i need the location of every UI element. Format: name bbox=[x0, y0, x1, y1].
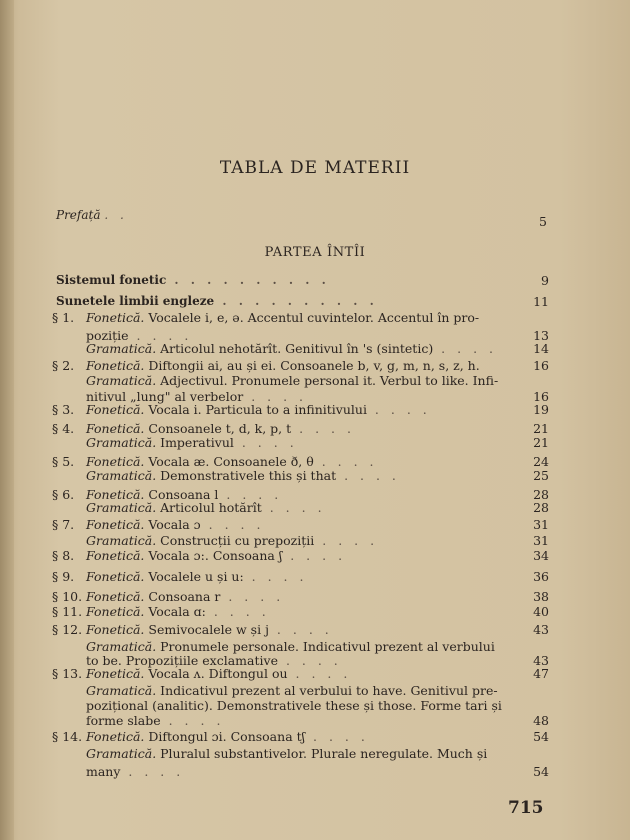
toc-line-page: 48 bbox=[533, 713, 549, 728]
leader-dots: . . . . . . . . . . bbox=[214, 294, 378, 308]
toc-line bbox=[86, 729, 369, 744]
toc-line bbox=[86, 713, 224, 728]
toc-line bbox=[86, 666, 351, 681]
toc-line bbox=[86, 569, 307, 584]
toc-line bbox=[86, 589, 284, 604]
section-kind: Fonetică. bbox=[86, 666, 149, 681]
toc-line-text: Articolul hotărît bbox=[160, 500, 262, 515]
toc-line-page: 40 bbox=[533, 604, 549, 619]
toc-line-page: 31 bbox=[533, 517, 549, 532]
toc-line-page: 25 bbox=[533, 468, 549, 483]
leader-dots: . . . . bbox=[305, 729, 369, 744]
toc-entry bbox=[56, 273, 330, 287]
toc-line-text: Adjectivul. Pronumele personal it. Verbul to like. Infi- bbox=[160, 373, 499, 388]
preface-label: Prefață bbox=[56, 208, 101, 222]
toc-line-page: 38 bbox=[533, 589, 549, 604]
toc-line bbox=[86, 764, 184, 779]
section-kind: Fonetică. bbox=[86, 454, 149, 469]
toc-line-page: 21 bbox=[533, 435, 549, 450]
leader-dots: . . . . bbox=[287, 666, 352, 681]
toc-line-page: 54 bbox=[533, 729, 549, 744]
section-kind: Fonetică. bbox=[86, 487, 149, 502]
section-number: § 1. bbox=[52, 310, 75, 325]
toc-line bbox=[86, 373, 498, 388]
toc-line-text: Vocala ɑ: bbox=[148, 604, 206, 619]
toc-line-page: 21 bbox=[533, 421, 549, 436]
section-number: § 3. bbox=[52, 402, 75, 417]
toc-line-page: 31 bbox=[533, 533, 549, 548]
toc-line-text: Vocala ʌ. Diftongul ou bbox=[148, 666, 288, 681]
section-kind: Fonetică. bbox=[86, 622, 149, 637]
section-number: § 14. bbox=[52, 729, 83, 744]
toc-line-text: Semivocalele w și j bbox=[148, 622, 269, 637]
toc-line bbox=[86, 698, 502, 713]
toc-line-page: 43 bbox=[533, 653, 549, 668]
section-kind: Gramatică. bbox=[86, 468, 161, 483]
toc-line-text: Vocala i. Particula to a infinitivului bbox=[148, 402, 367, 417]
leader-dots: . . . . bbox=[268, 622, 333, 637]
toc-line bbox=[86, 604, 270, 619]
leader-dots: . . . . bbox=[314, 533, 379, 548]
toc-line bbox=[86, 622, 333, 637]
toc-line bbox=[86, 746, 487, 761]
section-number: § 11. bbox=[52, 604, 83, 619]
toc-line-page: 16 bbox=[533, 358, 549, 373]
section-number: § 2. bbox=[52, 358, 75, 373]
leader-dots: . . bbox=[104, 208, 128, 222]
toc-line-text: Vocala æ. Consoanele ð, θ bbox=[148, 454, 314, 469]
section-kind: Gramatică. bbox=[86, 746, 161, 761]
section-kind: Fonetică. bbox=[86, 729, 149, 744]
section-number: § 12. bbox=[52, 622, 83, 637]
toc-line-text: Demonstrativele this și that bbox=[160, 468, 337, 483]
toc-line-text: nitivul „lung" al verbelor bbox=[86, 389, 244, 404]
leader-dots: . . . . bbox=[336, 468, 400, 483]
section-kind: Gramatică. bbox=[86, 683, 161, 698]
part-heading: PARTEA ÎNTÎI bbox=[264, 245, 366, 260]
section-kind: Fonetică. bbox=[86, 548, 149, 563]
leader-dots: . . . . bbox=[128, 328, 193, 343]
section-kind: Gramatică. bbox=[86, 435, 161, 450]
toc-line-text: Vocalele i, e, ə. Accentul cuvintelor. Accentul în pro- bbox=[148, 310, 480, 325]
leader-dots: . . . . bbox=[291, 421, 355, 436]
toc-line-page: 36 bbox=[533, 569, 549, 584]
toc-line-text: forme slabe bbox=[86, 713, 161, 728]
toc-line-page: 19 bbox=[533, 402, 549, 417]
section-kind: Gramatică. bbox=[86, 639, 161, 654]
section-number: § 9. bbox=[52, 569, 75, 584]
leader-dots: . . . . bbox=[243, 569, 308, 584]
section-number: § 7. bbox=[52, 517, 75, 532]
toc-line bbox=[86, 639, 495, 654]
leader-dots: . . . . bbox=[220, 589, 285, 604]
section-number: § 10. bbox=[52, 589, 83, 604]
section-kind: Fonetică. bbox=[86, 358, 149, 373]
toc-line-text: Construcții cu prepoziții bbox=[160, 533, 315, 548]
toc-line bbox=[86, 517, 264, 532]
page-number: 715 bbox=[508, 798, 544, 818]
section-kind: Gramatică. bbox=[86, 533, 161, 548]
toc-entry bbox=[56, 294, 378, 308]
leader-dots: . . . . bbox=[261, 500, 326, 515]
toc-line-page: 43 bbox=[533, 622, 549, 637]
leader-dots: . . . . bbox=[218, 487, 283, 502]
toc-entry-label: Sistemul fonetic bbox=[56, 273, 167, 287]
toc-line-text: many bbox=[86, 764, 121, 779]
leader-dots: . . . . . . . . . . bbox=[166, 273, 330, 287]
leader-dots: . . . . bbox=[243, 389, 308, 404]
section-kind: Fonetică. bbox=[86, 421, 149, 436]
leader-dots: . . . . bbox=[200, 517, 265, 532]
toc-line bbox=[86, 468, 400, 483]
leader-dots: . . . . bbox=[366, 402, 431, 417]
toc-line-text: pozițional (analitic). Demonstrativele these și those. Forme tari și bbox=[86, 698, 502, 713]
section-kind: Fonetică. bbox=[86, 310, 149, 325]
toc-line-text: Consoana l bbox=[148, 487, 219, 502]
toc-line-text: poziție bbox=[86, 328, 129, 343]
section-kind: Fonetică. bbox=[86, 589, 149, 604]
section-kind: Gramatică. bbox=[86, 341, 161, 356]
toc-line-page: 16 bbox=[533, 389, 549, 404]
toc-line bbox=[86, 358, 480, 373]
toc-line bbox=[86, 683, 498, 698]
toc-entry-page: 11 bbox=[533, 294, 549, 309]
leader-dots: . . . . bbox=[277, 653, 342, 668]
toc-line-text: Pluralul substantivelor. Plurale neregulate. Much și bbox=[160, 746, 488, 761]
toc-line-text: Vocalele u și u: bbox=[148, 569, 244, 584]
toc-line bbox=[86, 533, 378, 548]
preface-page: 5 bbox=[539, 214, 547, 229]
toc-line-text: Consoana r bbox=[148, 589, 221, 604]
section-kind: Fonetică. bbox=[86, 517, 149, 532]
toc-line-text: Pronumele personale. Indicativul prezent al verbului bbox=[160, 639, 495, 654]
toc-entry-label: Sunetele limbii engleze bbox=[56, 294, 215, 308]
toc-entry-preface bbox=[56, 208, 552, 222]
page-title: TABLA DE MATERII bbox=[219, 158, 411, 178]
toc-line-text: Articolul nehotărît. Genitivul în 's (sintetic) bbox=[160, 341, 434, 356]
section-kind: Gramatică. bbox=[86, 500, 161, 515]
leader-dots: . . . . bbox=[433, 341, 497, 356]
leader-dots: . . . . bbox=[282, 548, 347, 563]
leader-dots: . . . . bbox=[120, 764, 185, 779]
toc-line-page: 28 bbox=[533, 487, 549, 502]
toc-line bbox=[86, 435, 298, 450]
toc-line-text: Vocala ɔ bbox=[148, 517, 201, 532]
toc-entry-page: 9 bbox=[541, 273, 549, 288]
toc-line bbox=[86, 454, 378, 469]
section-kind: Fonetică. bbox=[86, 569, 149, 584]
toc-line-page: 14 bbox=[533, 341, 549, 356]
toc-line-text: Imperativul bbox=[160, 435, 234, 450]
leader-dots: . . . . bbox=[313, 454, 378, 469]
toc-line bbox=[86, 421, 355, 436]
leader-dots: . . . . bbox=[160, 713, 225, 728]
section-number: § 4. bbox=[52, 421, 75, 436]
section-kind: Fonetică. bbox=[86, 402, 149, 417]
section-number: § 8. bbox=[52, 548, 75, 563]
toc-line-page: 54 bbox=[533, 764, 549, 779]
toc-line bbox=[86, 500, 326, 515]
toc-line-text: Consoanele t, d, k, p, t bbox=[148, 421, 292, 436]
toc-line-page: 13 bbox=[533, 328, 549, 343]
toc-line-text: Vocala ɔ:. Consoana ʃ bbox=[148, 548, 283, 563]
leader-dots: . . . . bbox=[233, 435, 298, 450]
toc-line bbox=[86, 402, 431, 417]
toc-line-page: 47 bbox=[533, 666, 549, 681]
section-number: § 6. bbox=[52, 487, 75, 502]
section-kind: Gramatică. bbox=[86, 373, 161, 388]
toc-line bbox=[86, 341, 497, 356]
toc-line-page: 34 bbox=[533, 548, 549, 563]
toc-line bbox=[86, 310, 479, 325]
section-number: § 5. bbox=[52, 454, 75, 469]
toc-line-page: 28 bbox=[533, 500, 549, 515]
toc-line bbox=[86, 548, 346, 563]
leader-dots: . . . . bbox=[205, 604, 270, 619]
toc-line-text: to be. Propozițiile exclamative bbox=[86, 653, 278, 668]
section-kind: Fonetică. bbox=[86, 604, 149, 619]
page-gutter bbox=[0, 0, 14, 840]
toc-line-text: Indicativul prezent al verbului to have. Genitivul pre- bbox=[160, 683, 498, 698]
toc-line-page: 24 bbox=[533, 454, 549, 469]
toc-line-text: Diftongul ɔi. Consoana tʃ bbox=[148, 729, 306, 744]
toc-line-text: Diftongii ai, au și ei. Consoanele b, v, g, m, n, s, z, h. bbox=[148, 358, 480, 373]
section-number: § 13. bbox=[52, 666, 83, 681]
